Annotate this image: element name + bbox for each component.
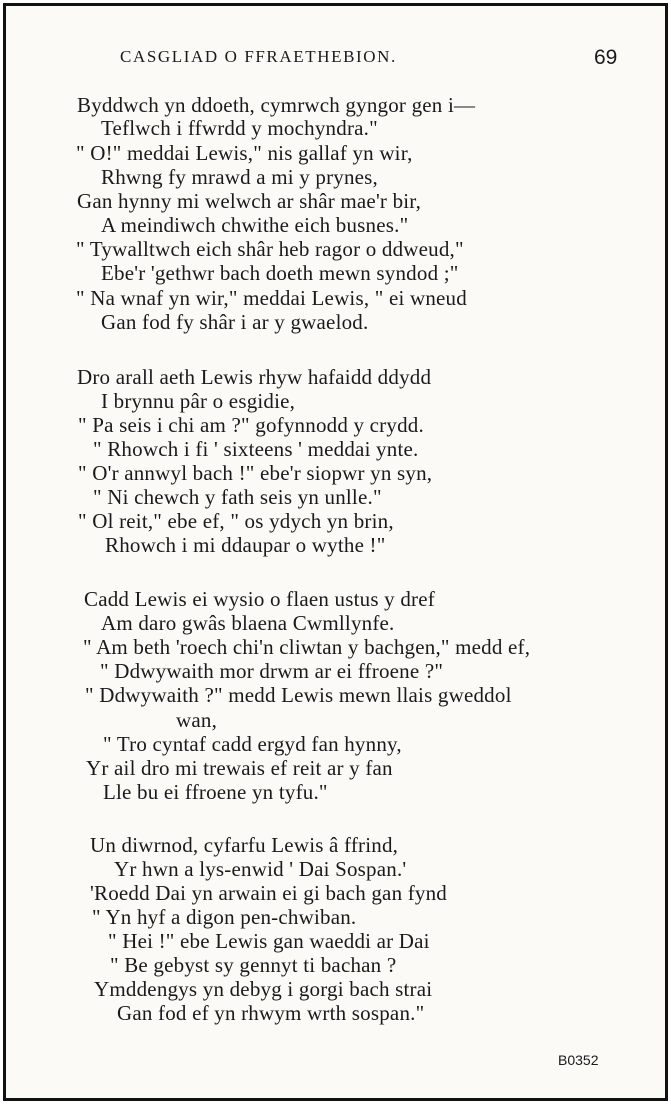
- running-title: CASGLIAD O FFRAETHEBION.: [120, 47, 397, 66]
- poem-line: " Rhowch i fi ' sixteens ' meddai ynte.: [93, 437, 419, 461]
- poem-line: " Hei !" ebe Lewis gan waeddi ar Dai: [108, 929, 430, 953]
- poem-line: Ebe'r 'gethwr bach doeth mewn syndod ;": [101, 261, 459, 285]
- poem-line: Gan fod fy shâr i ar y gwaelod.: [101, 310, 369, 334]
- poem-line: I brynnu pâr o esgidie,: [101, 389, 296, 413]
- poem-line: " Ddwywaith mor drwm ar ei ffroene ?": [100, 659, 444, 683]
- poem-line: " Pa seis i chi am ?" gofynnodd y crydd.: [78, 413, 424, 437]
- poem-line: Gan hynny mi welwch ar shâr mae'r bir,: [77, 189, 422, 213]
- poem-line: Ymddengys yn debyg i gorgi bach strai: [94, 977, 433, 1001]
- poem-line: " O'r annwyl bach !" ebe'r siopwr yn syn,: [78, 461, 433, 485]
- poem-line: A meindiwch chwithe eich busnes.": [101, 213, 409, 237]
- poem-line: Un diwrnod, cyfarfu Lewis â ffrind,: [90, 833, 399, 857]
- poem-line: Rhowch i mi ddaupar o wythe !": [105, 533, 386, 557]
- poem-line: " Yn hyf a digon pen-chwiban.: [92, 905, 357, 929]
- poem-line: Yr hwn a lys-enwid ' Dai Sospan.': [114, 857, 407, 881]
- poem-line: 'Roedd Dai yn arwain ei gi bach gan fynd: [90, 881, 448, 905]
- poem-line: " Ol reit," ebe ef, " os ydych yn brin,: [78, 509, 394, 533]
- poem-line: Byddwch yn ddoeth, cymrwch gyngor gen i—: [77, 93, 476, 117]
- page-header: [0, 0, 671, 69]
- poem-line: " O!" meddai Lewis," nis gallaf yn wir,: [76, 141, 413, 165]
- poem-line: Lle bu ei ffroene yn tyfu.": [103, 780, 328, 804]
- catalog-id: B0352: [558, 1052, 599, 1068]
- poem-line: " Na wnaf yn wir," meddai Lewis, " ei wneud: [76, 286, 467, 310]
- poem-line: " Tywalltwch eich shâr heb ragor o ddweud,": [76, 237, 464, 261]
- poem-line: wan,: [176, 708, 218, 732]
- poem-line: Yr ail dro mi trewais ef reit ar y fan: [86, 756, 393, 780]
- poem-line: Rhwng fy mrawd a mi y prynes,: [101, 165, 379, 189]
- page-number: 69: [594, 46, 618, 69]
- poem-line: Cadd Lewis ei wysio o flaen ustus y dref: [84, 587, 435, 611]
- poem-line: " Tro cyntaf cadd ergyd fan hynny,: [103, 732, 402, 756]
- poem-line: Gan fod ef yn rhwym wrth sospan.": [117, 1001, 425, 1025]
- poem-line: Dro arall aeth Lewis rhyw hafaidd ddydd: [77, 365, 432, 389]
- poem-line: " Ddwywaith ?" medd Lewis mewn llais gweddol: [85, 683, 512, 707]
- poem-line: " Be gebyst sy gennyt ti bachan ?: [110, 953, 397, 977]
- poem-line: Am daro gwâs blaena Cwmllynfe.: [101, 611, 395, 635]
- poem-line: " Am beth 'roech chi'n cliwtan y bachgen," medd ef,: [83, 635, 531, 659]
- poem-line: Teflwch i ffwrdd y mochyndra.": [101, 116, 378, 140]
- poem-line: " Ni chewch y fath seis yn unlle.": [93, 485, 382, 509]
